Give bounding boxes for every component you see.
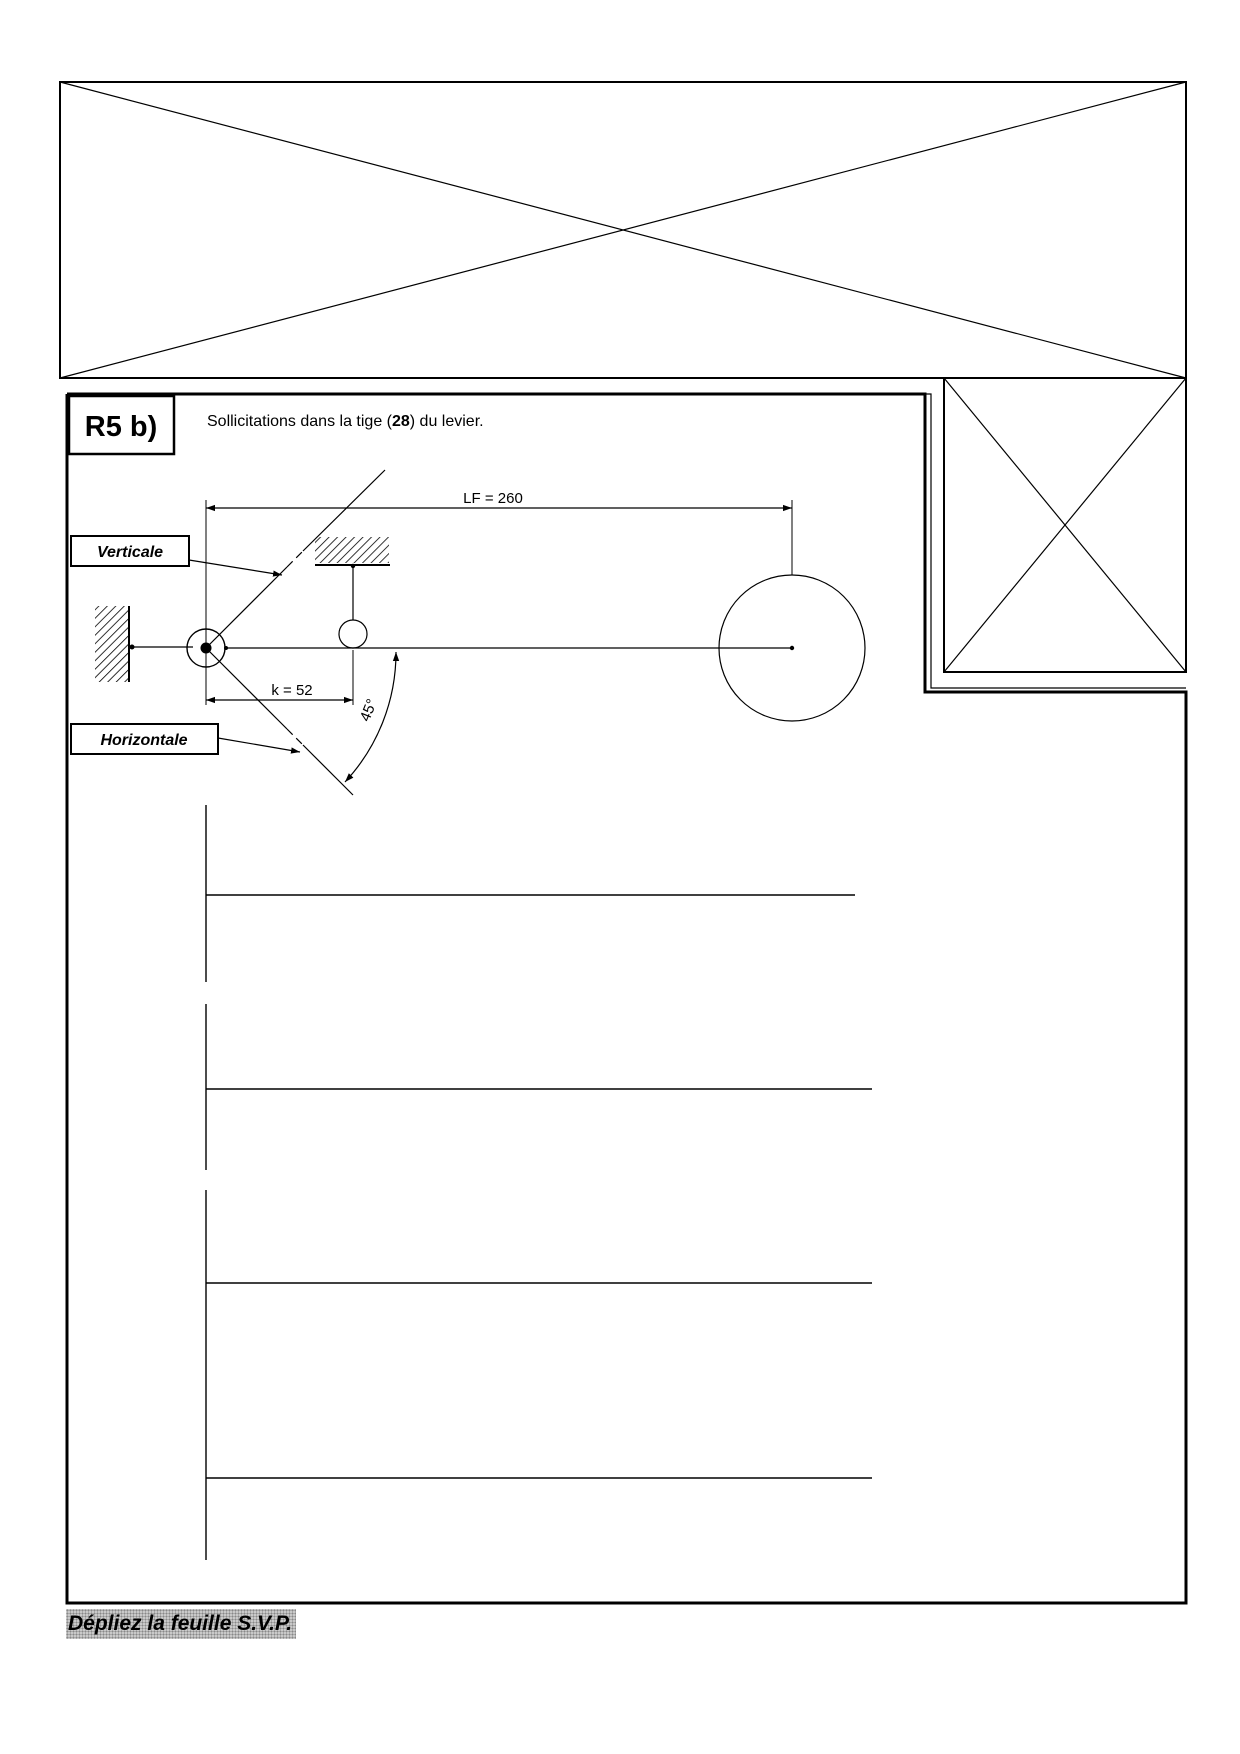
verticale-label: Verticale	[96, 544, 164, 561]
horizontale-callout	[71, 724, 300, 754]
section-title	[207, 413, 484, 430]
crossed-out-side-area	[944, 378, 1186, 672]
answer-frame	[67, 394, 1186, 1603]
horizontal-axis-line-dashed	[287, 729, 303, 745]
top-support	[315, 537, 390, 648]
lf-dimension-label: LF = 260	[463, 490, 523, 507]
vertical-axis-line-dashed	[287, 551, 303, 567]
verticale-callout	[71, 536, 282, 575]
horizontal-axis-line-ext	[303, 745, 353, 795]
angle-label: 45°	[356, 696, 381, 725]
footer-note: Dépliez la feuille S.V.P.	[66, 1609, 296, 1639]
roller	[339, 620, 367, 648]
left-wall	[95, 606, 193, 682]
section-title-before: Sollicitations dans la tige (	[207, 413, 392, 430]
vertical-axis-line	[206, 567, 287, 648]
section-title-after: ) du levier.	[409, 413, 484, 430]
pivot-joint	[187, 629, 228, 667]
section-title-part: 28	[391, 413, 410, 430]
k-dimension-label: k = 52	[271, 682, 313, 699]
section-code-box	[69, 396, 174, 454]
crossed-out-top-area	[60, 82, 1186, 378]
answer-axes	[206, 805, 872, 1560]
section-code: R5 b)	[84, 411, 158, 443]
horizontale-label: Horizontale	[100, 732, 188, 749]
